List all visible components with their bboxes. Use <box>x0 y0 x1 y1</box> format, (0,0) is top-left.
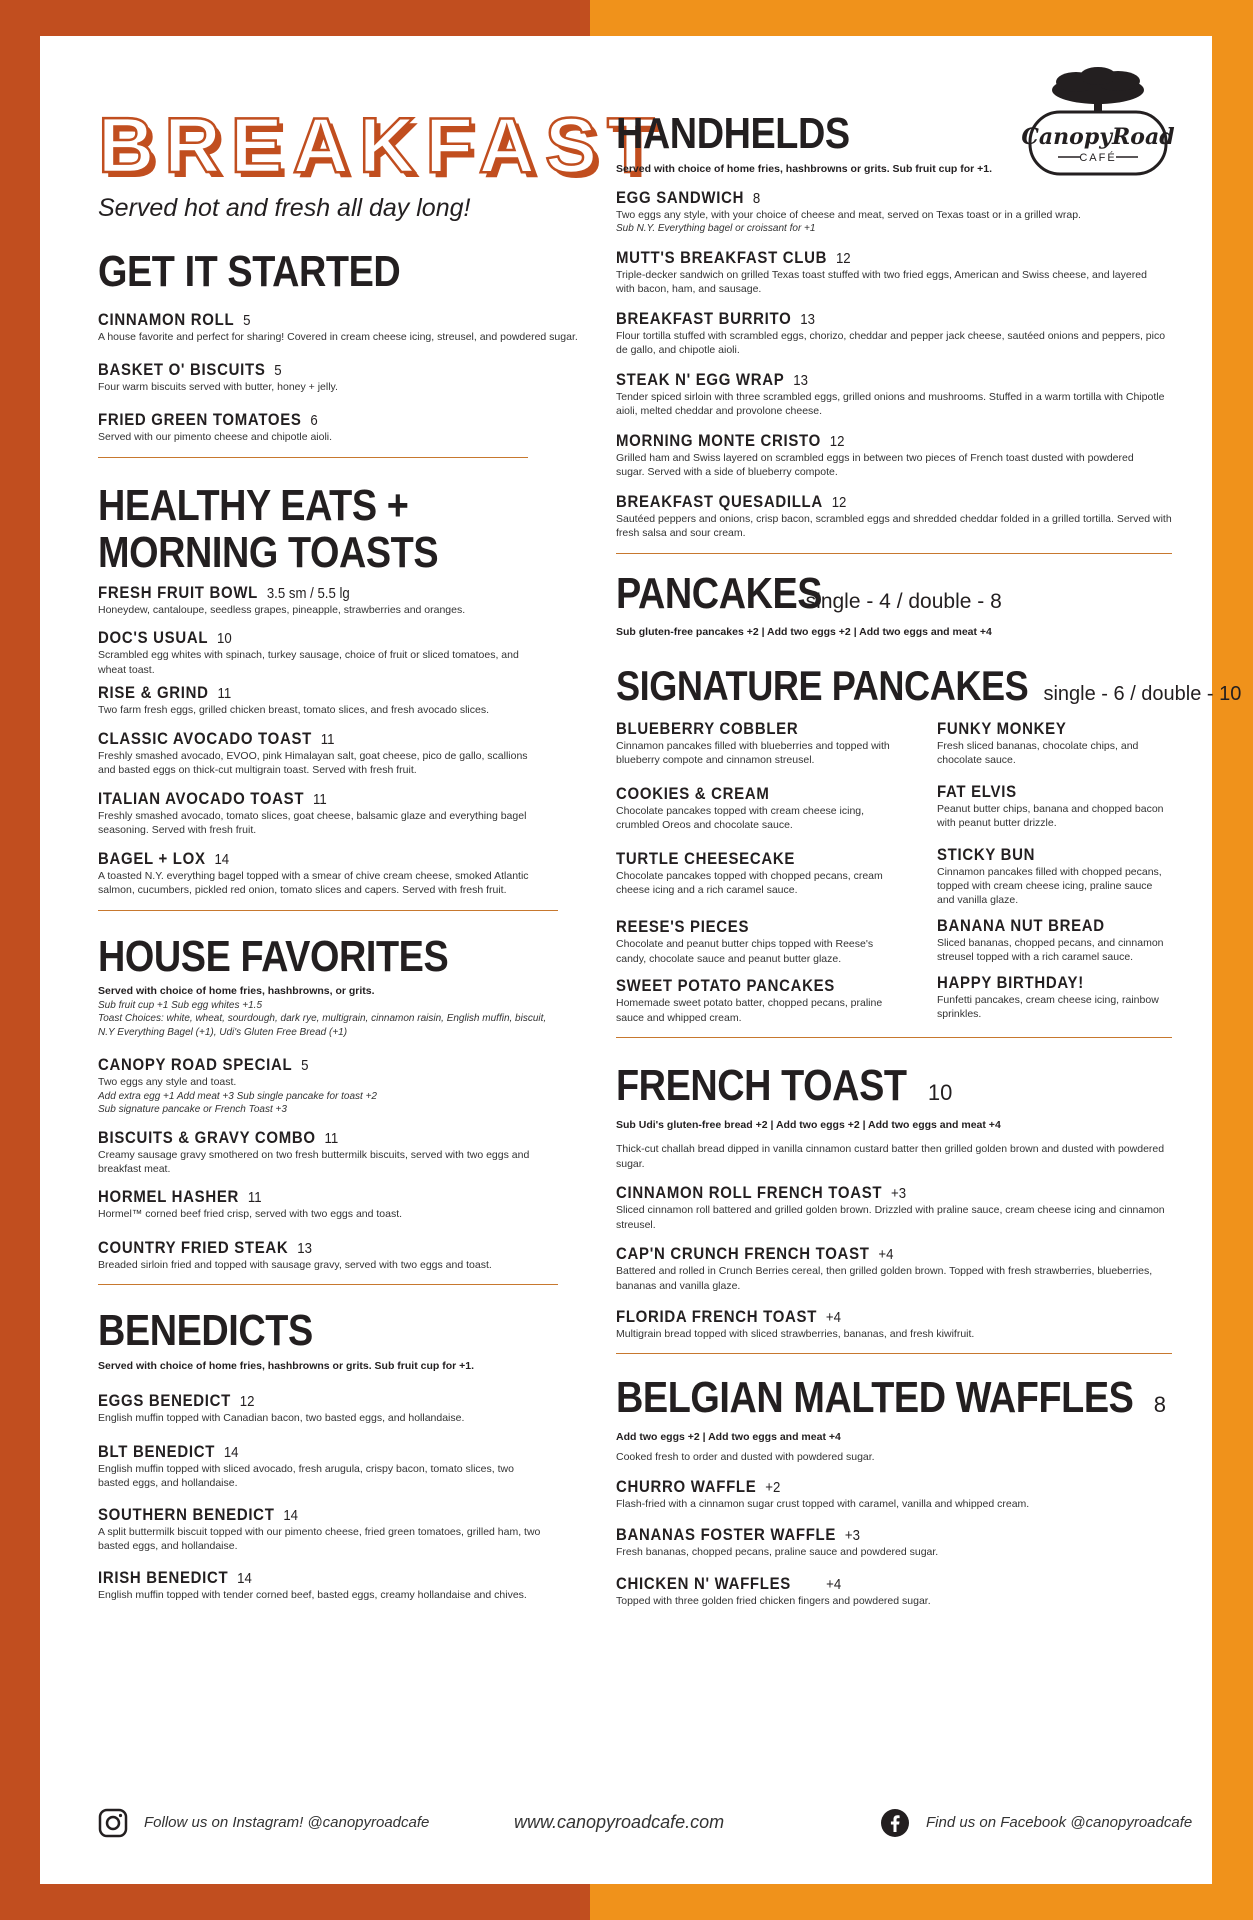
item-name: REESE'S PIECES <box>616 917 750 937</box>
menu-item <box>616 1525 1172 1559</box>
waffles-price: 8 <box>1153 1392 1166 1418</box>
item-name: FAT ELVIS <box>937 781 1017 801</box>
item-name: DOC'S USUAL <box>98 628 209 648</box>
menu-item <box>98 360 598 394</box>
divider <box>616 553 1172 554</box>
item-name: ITALIAN AVOCADO TOAST <box>98 788 305 808</box>
item-desc: Multigrain bread topped with sliced strawberries, bananas, and fresh kiwifruit. <box>616 1328 975 1340</box>
menu-item <box>98 729 598 778</box>
item-sub: Sub N.Y. Everything bagel or croissant for +1 <box>616 223 816 235</box>
menu-item <box>98 583 598 617</box>
menu-item <box>616 1244 1172 1293</box>
item-name: COUNTRY FRIED STEAK <box>98 1237 289 1257</box>
logo-sub: CAFÉ <box>1079 152 1117 164</box>
item-desc: Funfetti pancakes, cream cheese icing, rainbow sprinkles. <box>937 993 1159 1021</box>
item-desc: Battered and rolled in Crunch Berries cereal, then grilled golden brown. Topped with fresh strawberries, blueberries, bananas and vanilla glaze. <box>616 1265 1153 1292</box>
menu-item <box>616 188 1172 236</box>
item-price: 14 <box>223 1443 239 1461</box>
item-price: 11 <box>217 685 232 703</box>
menu-item <box>616 1183 1172 1232</box>
menu-item <box>616 431 1172 480</box>
french-price: 10 <box>927 1080 953 1106</box>
menu-item <box>98 410 598 444</box>
item-price: 5 <box>301 1057 309 1075</box>
item-price: 8 <box>752 189 761 207</box>
item-name: CLASSIC AVOCADO TOAST <box>98 728 312 748</box>
item-name: SOUTHERN BENEDICT <box>98 1504 275 1524</box>
item-price: 13 <box>297 1239 312 1257</box>
divider <box>616 1353 1172 1354</box>
divider <box>98 457 528 458</box>
item-price: 5 <box>243 311 251 329</box>
menu-item <box>616 309 1172 358</box>
menu-item <box>98 1391 598 1425</box>
item-price: 11 <box>247 1189 262 1207</box>
item-name: HORMEL HASHER <box>98 1187 240 1207</box>
item-price: +4 <box>826 1575 842 1593</box>
item-name: BANANA NUT BREAD <box>937 915 1105 935</box>
item-price: 6 <box>310 412 318 430</box>
item-name: FRIED GREEN TOMATOES <box>98 410 302 430</box>
item-price: +3 <box>891 1185 907 1203</box>
menu-item <box>937 916 1172 965</box>
item-desc: Chocolate pancakes topped with chopped pecans, cream cheese icing and a rich caramel sauce. <box>616 869 883 896</box>
menu-item <box>616 1477 1172 1511</box>
item-desc: Cinnamon pancakes filled with blueberries and topped with blueberry compote and cinnamon streusel. <box>616 739 890 767</box>
item-desc: A split buttermilk biscuit topped with our pimento cheese, fried green tomatoes, grilled ham, two basted eggs, and hollandaise. <box>98 1525 541 1553</box>
section-title-handhelds: HANDHELDS <box>616 109 850 158</box>
item-name: BLUEBERRY COBBLER <box>616 718 799 738</box>
divider <box>98 1284 558 1285</box>
tagline: Served hot and fresh all day long! <box>98 194 471 222</box>
footer <box>98 1802 1198 1842</box>
item-price: +4 <box>825 1309 841 1326</box>
house-toast: Toast Choices: white, wheat, sourdough, dark rye, multigrain, cinnamon raisin, English muffin, biscuit, N.Y Everything Bagel (+1), Udi's Gluten Free Bread (+1) <box>98 1013 547 1038</box>
item-desc: Creamy sausage gravy smothered on two fresh buttermilk biscuits, served with two eggs and breakfast meat. <box>98 1148 530 1175</box>
menu-item <box>98 1442 598 1491</box>
menu-item <box>937 782 1172 831</box>
item-name: EGG SANDWICH <box>616 187 745 207</box>
item-desc: English muffin topped with Canadian bacon, two basted eggs, and hollandaise. <box>98 1412 465 1425</box>
house-sub: Sub fruit cup +1 Sub egg whites +1.5 <box>98 999 262 1011</box>
item-name: SWEET POTATO PANCAKES <box>616 976 835 996</box>
item-name: RISE & GRIND <box>98 683 209 703</box>
item-price: 11 <box>324 1129 339 1147</box>
item-extra: Add extra egg +1 Add meat +3 Sub single pancake for toast +2 <box>98 1090 377 1102</box>
item-desc: Cinnamon pancakes filled with chopped pecans, topped with cream cheese icing, praline sauce and vanilla glaze. <box>937 865 1162 907</box>
item-name: FLORIDA FRENCH TOAST <box>616 1307 818 1326</box>
item-desc: A toasted N.Y. everything bagel topped with a smear of chive cream cheese, smoked Atlantic salmon, cucumbers, pickled red onion, tomato slices and capers. Served with fresh fruit. <box>98 869 529 897</box>
item-desc: Sliced cinnamon roll battered and grilled golden brown. Drizzled with praline sauce, cream cheese icing and cinnamon streusel. <box>616 1204 1165 1231</box>
menu-item <box>616 849 937 898</box>
waffles-note: Add two eggs +2 | Add two eggs and meat +4 <box>616 1431 841 1443</box>
pancakes-note: Sub gluten-free pancakes +2 | Add two eggs +2 | Add two eggs and meat +4 <box>616 626 992 639</box>
item-name: BLT BENEDICT <box>98 1441 216 1461</box>
menu-item <box>616 1574 1172 1608</box>
item-price: 13 <box>793 371 808 389</box>
item-desc: Flour tortilla stuffed with scrambled eggs, chorizo, cheddar and pepper jack cheese, sautéed onions and peppers, pico de gallo, and chipotle aioli. <box>616 329 1166 357</box>
item-price: 14 <box>214 850 230 868</box>
item-name: MORNING MONTE CRISTO <box>616 430 821 450</box>
menu-item <box>98 1505 598 1554</box>
item-desc: Triple-decker sandwich on grilled Texas toast stuffed with two fried eggs, American and Swiss cheese, and layered with bacon, ham, and sausage. <box>616 268 1147 296</box>
waffles-desc: Cooked fresh to order and dusted with powdered sugar. <box>616 1451 875 1464</box>
item-name: MUTT'S BREAKFAST CLUB <box>616 247 828 267</box>
item-name: BREAKFAST QUESADILLA <box>616 491 823 511</box>
section-title-healthy-2: MORNING TOASTS <box>98 528 439 578</box>
facebook-icon[interactable] <box>880 1808 910 1842</box>
divider <box>616 1037 1172 1038</box>
item-name: CHURRO WAFFLE <box>616 1476 757 1496</box>
item-desc: Two eggs any style and toast. <box>98 1076 237 1089</box>
menu-item <box>98 1238 598 1272</box>
divider <box>98 910 558 911</box>
website-link[interactable]: www.canopyroadcafe.com <box>514 1812 725 1832</box>
item-desc: Grilled ham and Swiss layered on scrambled eggs in between two pieces of French toast dusted with powdered sugar. Served with a side of blueberry compote. <box>616 451 1134 479</box>
item-name: EGGS BENEDICT <box>98 1391 232 1411</box>
section-title-house: HOUSE FAVORITES <box>98 931 449 981</box>
item-price: 3.5 sm / 5.5 lg <box>266 585 350 602</box>
section-title-waffles: BELGIAN MALTED WAFFLES <box>616 1373 1134 1423</box>
item-desc: Fresh sliced bananas, chocolate chips, and chocolate sauce. <box>937 739 1139 767</box>
menu-item <box>98 628 598 677</box>
menu-item <box>98 849 598 898</box>
instagram-icon[interactable] <box>98 1808 128 1842</box>
signature-price: single - 6 / double - 10 <box>1043 683 1242 706</box>
item-desc: Four warm biscuits served with butter, honey + jelly. <box>98 381 338 393</box>
item-desc: Tender spiced sirloin with three scrambled eggs, grilled onions and mushrooms. Stuffed in a warm tortilla with Chipotle aioli, melted cheddar and provolone cheese. <box>616 390 1165 418</box>
item-name: COOKIES & CREAM <box>616 783 770 803</box>
handhelds-note: Served with choice of home fries, hashbrowns or grits. Sub fruit cup for +1. <box>616 162 993 175</box>
item-desc: Breaded sirloin fried and topped with sausage gravy, served with two eggs and toast. <box>98 1258 492 1271</box>
item-name: BREAKFAST BURRITO <box>616 308 792 328</box>
item-name: IRISH BENEDICT <box>98 1567 229 1587</box>
item-name: BANANAS FOSTER WAFFLE <box>616 1525 837 1545</box>
item-name: CAP'N CRUNCH FRENCH TOAST <box>616 1244 870 1264</box>
section-title-french: FRENCH TOAST <box>616 1061 907 1111</box>
left-column <box>98 248 598 1602</box>
item-price: 10 <box>217 630 232 648</box>
instagram-link[interactable]: Follow us on Instagram! @canopyroadcafe <box>144 1814 430 1831</box>
menu-item <box>937 973 1172 1022</box>
benedicts-note: Served with choice of home fries, hashbrowns or grits. Sub fruit cup for +1. <box>98 1359 475 1372</box>
item-desc: Scrambled egg whites with spinach, turkey sausage, choice of fruit or sliced tomatoes, and wheat toast. <box>98 649 519 676</box>
item-desc: English muffin topped with sliced avocado, fresh arugula, crispy bacon, tomato slices, two basted eggs, and hollandaise. <box>98 1462 514 1490</box>
item-desc: Chocolate and peanut butter chips topped with Reese's candy, chocolate sauce and peanut butter glaze. <box>616 938 874 965</box>
item-name: CANOPY ROAD SPECIAL <box>98 1055 293 1075</box>
item-desc: Honeydew, cantaloupe, seedless grapes, pineapple, strawberries and oranges. <box>98 604 466 616</box>
item-name: FRESH FRUIT BOWL <box>98 583 259 602</box>
item-price: +3 <box>844 1527 860 1545</box>
signature-right <box>937 713 1172 1026</box>
item-desc: Topped with three golden fried chicken fingers and powdered sugar. <box>616 1594 931 1607</box>
item-extra: Sub signature pancake or French Toast +3 <box>98 1104 287 1116</box>
item-desc: Two eggs any style, with your choice of cheese and meat, served on Texas toast or in a grilled wrap. <box>616 208 1081 221</box>
item-name: STICKY BUN <box>937 844 1036 864</box>
item-desc: Chocolate pancakes topped with cream cheese icing, crumbled Oreos and chocolate sauce. <box>616 804 865 832</box>
menu-item <box>616 976 937 1025</box>
menu-item <box>98 310 598 344</box>
item-price: 11 <box>313 790 327 808</box>
item-price: +4 <box>878 1246 894 1264</box>
item-price: 13 <box>800 310 815 328</box>
french-desc: Thick-cut challah bread dipped in vanilla cinnamon custard batter then grilled golden brown and dusted with powdered sugar. <box>616 1143 1165 1170</box>
menu-page <box>40 36 1242 1884</box>
item-desc: Sautéed peppers and onions, crisp bacon, scrambled eggs and shredded cheddar folded in a grilled tortilla. Served with fresh salsa and sour cream. <box>616 512 1172 540</box>
item-price: 12 <box>829 432 845 450</box>
item-name: CHICKEN N' WAFFLES <box>616 1573 791 1593</box>
section-title-benedicts: BENEDICTS <box>98 1306 313 1356</box>
pancakes-price: single - 4 / double - 8 <box>805 589 1002 613</box>
item-price: 5 <box>274 362 282 379</box>
item-name: HAPPY BIRTHDAY! <box>937 972 1084 992</box>
menu-item <box>616 719 937 768</box>
menu-item <box>98 1128 598 1177</box>
menu-item <box>937 845 1172 908</box>
french-header <box>616 1062 1172 1110</box>
menu-item <box>616 784 937 833</box>
item-name: BISCUITS & GRAVY COMBO <box>98 1127 316 1147</box>
menu-item <box>98 683 598 717</box>
house-note: Served with choice of home fries, hashbrowns, or grits. <box>98 985 375 998</box>
menu-item <box>616 248 1172 297</box>
item-desc: Flash-fried with a cinnamon sugar crust topped with caramel, vanilla and whipped cream. <box>616 1497 1030 1510</box>
item-price: 11 <box>320 730 335 748</box>
menu-item <box>937 719 1172 768</box>
french-note: Sub Udi's gluten-free bread +2 | Add two eggs +2 | Add two eggs and meat +4 <box>616 1118 1001 1131</box>
item-name: CINNAMON ROLL FRENCH TOAST <box>616 1183 883 1203</box>
item-name: STEAK N' EGG WRAP <box>616 369 785 389</box>
section-title-pancakes: PANCAKES <box>616 568 823 618</box>
item-price: 12 <box>835 249 851 267</box>
item-name: CINNAMON ROLL <box>98 309 235 329</box>
item-desc: Fresh bananas, chopped pecans, praline sauce and powdered sugar. <box>616 1546 939 1559</box>
menu-item <box>98 1568 598 1602</box>
waffles-header <box>616 1374 1172 1422</box>
item-price: 14 <box>283 1506 299 1524</box>
item-desc: Sliced bananas, chopped pecans, and cinnamon streusel topped with a rich caramel sauce. <box>937 936 1164 964</box>
section-title-get-started: GET IT STARTED <box>98 247 401 296</box>
right-column <box>616 109 1242 1608</box>
section-title-healthy-1: HEALTHY EATS + <box>98 480 409 530</box>
menu-item <box>98 789 598 838</box>
item-desc: Two farm fresh eggs, grilled chicken breast, tomato slices, and fresh avocado slices. <box>98 704 490 717</box>
item-price: +2 <box>765 1478 781 1496</box>
item-desc: Peanut butter chips, banana and chopped bacon with peanut butter drizzle. <box>937 802 1164 830</box>
item-desc: Freshly smashed avocado, tomato slices, goat cheese, balsamic glaze and everything bagel seasoning. Served with fresh fruit. <box>98 809 527 837</box>
menu-item <box>616 917 937 966</box>
item-desc: Hormel™ corned beef fried crisp, served with two eggs and toast. <box>98 1208 403 1221</box>
pancakes-header <box>616 570 1172 618</box>
item-desc: Served with our pimento cheese and chipotle aioli. <box>98 431 333 444</box>
menu-item <box>616 492 1172 541</box>
section-title-signature: SIGNATURE PANCAKES <box>616 662 1029 710</box>
menu-item <box>616 370 1172 419</box>
signature-header <box>616 662 1242 710</box>
menu-item <box>98 1187 598 1221</box>
item-desc: Homemade sweet potato batter, chopped pecans, praline sauce and whipped cream. <box>616 997 883 1024</box>
item-desc: Freshly smashed avocado, EVOO, pink Himalayan salt, goat cheese, pico de gallo, scallions and basted eggs on thick-cut multigrain toast. Served with fresh fruit. <box>98 749 528 777</box>
item-name: BAGEL + LOX <box>98 848 206 868</box>
signature-left <box>616 713 937 1026</box>
signature-grid <box>616 713 1172 1026</box>
item-price: 12 <box>239 1393 255 1411</box>
item-desc: English muffin topped with tender corned beef, basted eggs, creamy hollandaise and chives. <box>98 1588 527 1601</box>
menu-item <box>98 1055 598 1116</box>
item-name: FUNKY MONKEY <box>937 718 1067 738</box>
facebook-link[interactable]: Find us on Facebook @canopyroadcafe <box>926 1814 1193 1831</box>
item-desc: A house favorite and perfect for sharing! Covered in cream cheese icing, streusel, and powdered sugar. <box>98 330 578 343</box>
breakfast-title: BREAKFAST <box>98 101 665 189</box>
logo-text: CanopyRoad <box>1021 124 1175 150</box>
item-price: 14 <box>237 1569 252 1587</box>
item-name: TURTLE CHEESECAKE <box>616 848 796 868</box>
item-price: 12 <box>831 493 847 511</box>
item-name: BASKET O' BISCUITS <box>98 360 266 379</box>
menu-item <box>616 1307 1172 1341</box>
